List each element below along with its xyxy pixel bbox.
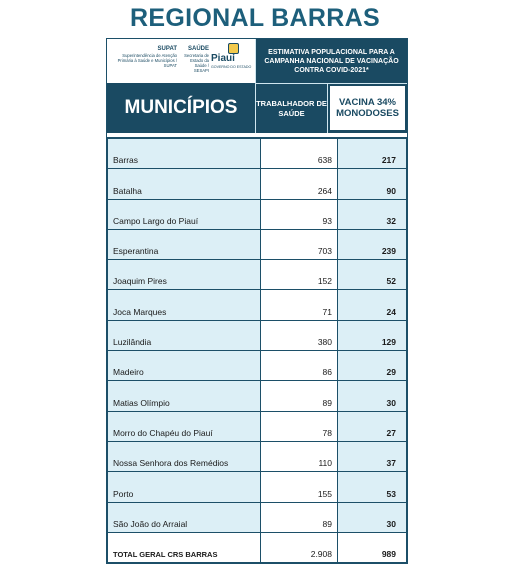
total-label: TOTAL GERAL CRS BARRAS <box>108 532 261 562</box>
vacina-cell: 90 <box>338 169 407 199</box>
vacina-header: VACINA 34% MONODOSES <box>330 86 405 130</box>
vacina-cell: 129 <box>338 320 407 350</box>
vacina-cell: 239 <box>338 229 407 259</box>
table-row <box>108 472 407 502</box>
trabalhador-cell: 638 <box>261 139 338 169</box>
state-subtitle: GOVERNO DO ESTADO <box>211 65 252 69</box>
trabalhador-cell: 703 <box>261 229 338 259</box>
table-row <box>108 502 407 532</box>
table-row <box>108 320 407 350</box>
total-trabalhador: 2.908 <box>261 532 338 562</box>
vacina-cell: 217 <box>338 139 407 169</box>
trabalhador-cell: 78 <box>261 411 338 441</box>
page-title: REGIONAL BARRAS <box>130 4 380 32</box>
trabalhador-cell: 89 <box>261 381 338 411</box>
vacina-cell: 29 <box>338 351 407 381</box>
saude-subtitle: Secretaria de Estado da Saúde / SESAPI <box>184 53 209 73</box>
trabalhador-header: TRABALHADOR DE SAÚDE <box>256 84 328 133</box>
municipio-cell: Joaquim Pires <box>108 260 261 290</box>
municipio-cell: Morro do Chapéu do Piauí <box>108 411 261 441</box>
header-right <box>256 39 407 133</box>
vaccination-table-sheet <box>106 38 408 564</box>
trabalhador-cell: 152 <box>261 260 338 290</box>
vacina-cell: 53 <box>338 472 407 502</box>
municipio-cell: Luzilândia <box>108 320 261 350</box>
estimativa-header: ESTIMATIVA POPULACIONAL PARA A CAMPANHA NACIONAL DE VACINAÇÃO CONTRA COVID-2021* <box>256 39 407 84</box>
supat-name: SUPAT <box>157 46 177 52</box>
saude-name: SAÚDE <box>187 46 209 52</box>
municipio-cell: Campo Largo do Piauí <box>108 199 261 229</box>
header-left <box>107 39 256 133</box>
municipio-cell: Batalha <box>108 169 261 199</box>
vacina-cell: 24 <box>338 290 407 320</box>
table-row <box>108 169 407 199</box>
table-row <box>108 441 407 471</box>
municipios-table <box>107 138 407 563</box>
trabalhador-cell: 380 <box>261 320 338 350</box>
trabalhador-cell: 110 <box>261 441 338 471</box>
table-row <box>108 199 407 229</box>
municipio-cell: São João do Arraial <box>108 502 261 532</box>
trabalhador-cell: 93 <box>261 199 338 229</box>
municipios-header: MUNICÍPIOS <box>124 97 238 118</box>
municipio-cell: Porto <box>108 472 261 502</box>
vacina-cell: 30 <box>338 502 407 532</box>
vacina-cell: 32 <box>338 199 407 229</box>
trabalhador-cell: 71 <box>261 290 338 320</box>
municipio-cell: Nossa Senhora dos Remédios <box>108 441 261 471</box>
saude-logo <box>181 46 209 73</box>
supat-subtitle: Superintendência de Atenção Primária à Saúde e Municípios / SUPAT <box>117 53 177 68</box>
state-name: Piauí <box>211 53 235 64</box>
municipio-cell: Barras <box>108 139 261 169</box>
table-row <box>108 139 407 169</box>
supat-logo <box>111 46 177 68</box>
vacina-cell: 37 <box>338 441 407 471</box>
municipio-cell: Madeiro <box>108 351 261 381</box>
total-vacina: 989 <box>338 532 407 562</box>
vacina-cell: 27 <box>338 411 407 441</box>
vacina-cell: 30 <box>338 381 407 411</box>
total-row <box>108 532 407 562</box>
table-row <box>108 411 407 441</box>
trabalhador-cell: 264 <box>261 169 338 199</box>
municipio-cell: Matias Olímpio <box>108 381 261 411</box>
table-row <box>108 229 407 259</box>
table-header <box>107 39 407 133</box>
sub-header <box>256 84 407 133</box>
table-row <box>108 260 407 290</box>
table-row <box>108 351 407 381</box>
table-row <box>108 290 407 320</box>
trabalhador-cell: 86 <box>261 351 338 381</box>
logos-strip <box>107 39 255 84</box>
municipio-cell: Esperantina <box>108 229 261 259</box>
trabalhador-cell: 89 <box>261 502 338 532</box>
municipio-cell: Joca Marques <box>108 290 261 320</box>
vacina-cell: 52 <box>338 260 407 290</box>
table-row <box>108 381 407 411</box>
trabalhador-cell: 155 <box>261 472 338 502</box>
